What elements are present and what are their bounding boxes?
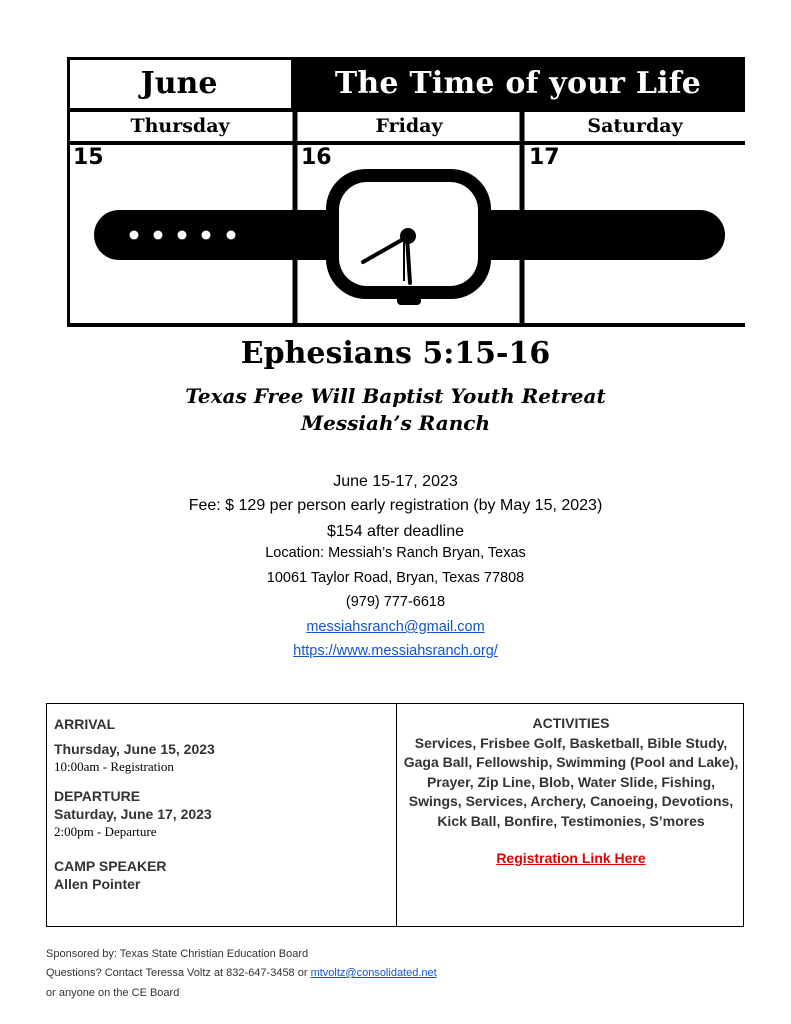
venue-name: Messiah’s Ranch [301, 411, 490, 435]
calendar-graphic [67, 57, 745, 327]
scripture-reference: Ephesians 5:15-16 [240, 336, 551, 371]
activities-list: Services, Frisbee Golf, Basketball, Bible Study, Gaga Ball, Fellowship, Swimming (Pool and Lake), Prayer, Zip Line, Blob, Water Slide, Fishing, Swings, Services, Archery, Canoeing, Devotions, Kick Ball, Bonfire, Testimonies, S’mores [403, 734, 739, 829]
address: 10061 Taylor Road, Bryan, Texas 77808 [266, 570, 525, 586]
contact-email-link[interactable]: mtvoltz@consolidated.net [310, 967, 437, 979]
departure-time: 2:00pm - Departure [54, 824, 157, 839]
day-name-thursday: Thursday [130, 115, 230, 137]
table-divider [396, 704, 397, 926]
event-dates: June 15-17, 2023 [333, 473, 458, 490]
day-number-15: 15 [73, 145, 104, 170]
day-name-friday: Friday [375, 115, 443, 137]
day-number-16: 16 [301, 145, 332, 170]
speaker-name: Allen Pointer [54, 876, 141, 892]
email-line [0, 619, 791, 635]
schedule-activities-table [46, 703, 744, 927]
activities-column [399, 714, 743, 869]
email-link[interactable]: messiahsranch@gmail.com [306, 619, 485, 635]
schedule-column [54, 716, 384, 892]
arrival-date: Thursday, June 15, 2023 [54, 741, 215, 757]
departure-date: Saturday, June 17, 2023 [54, 806, 212, 822]
departure-heading: DEPARTURE [54, 788, 141, 804]
sponsor-text: Sponsored by: Texas State Christian Education Board [46, 948, 309, 960]
calendar-title: The Time of your Life [334, 65, 702, 101]
calendar-month: June [140, 65, 218, 101]
late-fee: $154 after deadline [327, 523, 464, 540]
board-text: or anyone on the CE Board [46, 987, 180, 999]
location: Location: Messiah’s Ranch Bryan, Texas [265, 545, 526, 561]
website-line [0, 643, 791, 659]
event-name: Texas Free Will Baptist Youth Retreat [185, 384, 606, 408]
questions-text: Questions? Contact Teressa Voltz at 832-647-3458 or [46, 967, 311, 979]
questions-line [46, 967, 437, 979]
registration-link[interactable]: Registration Link Here [496, 850, 646, 866]
website-link[interactable]: https://www.messiahsranch.org/ [293, 643, 498, 659]
early-fee: Fee: $ 129 per person early registration (by May 15, 2023) [188, 497, 603, 514]
activities-heading: ACTIVITIES [532, 715, 610, 731]
phone: (979) 777-6618 [345, 594, 446, 610]
day-number-17: 17 [529, 145, 560, 170]
arrival-time: 10:00am - Registration [54, 759, 174, 774]
speaker-heading: CAMP SPEAKER [54, 858, 167, 874]
arrival-heading: ARRIVAL [54, 716, 116, 732]
day-name-saturday: Saturday [587, 115, 683, 137]
